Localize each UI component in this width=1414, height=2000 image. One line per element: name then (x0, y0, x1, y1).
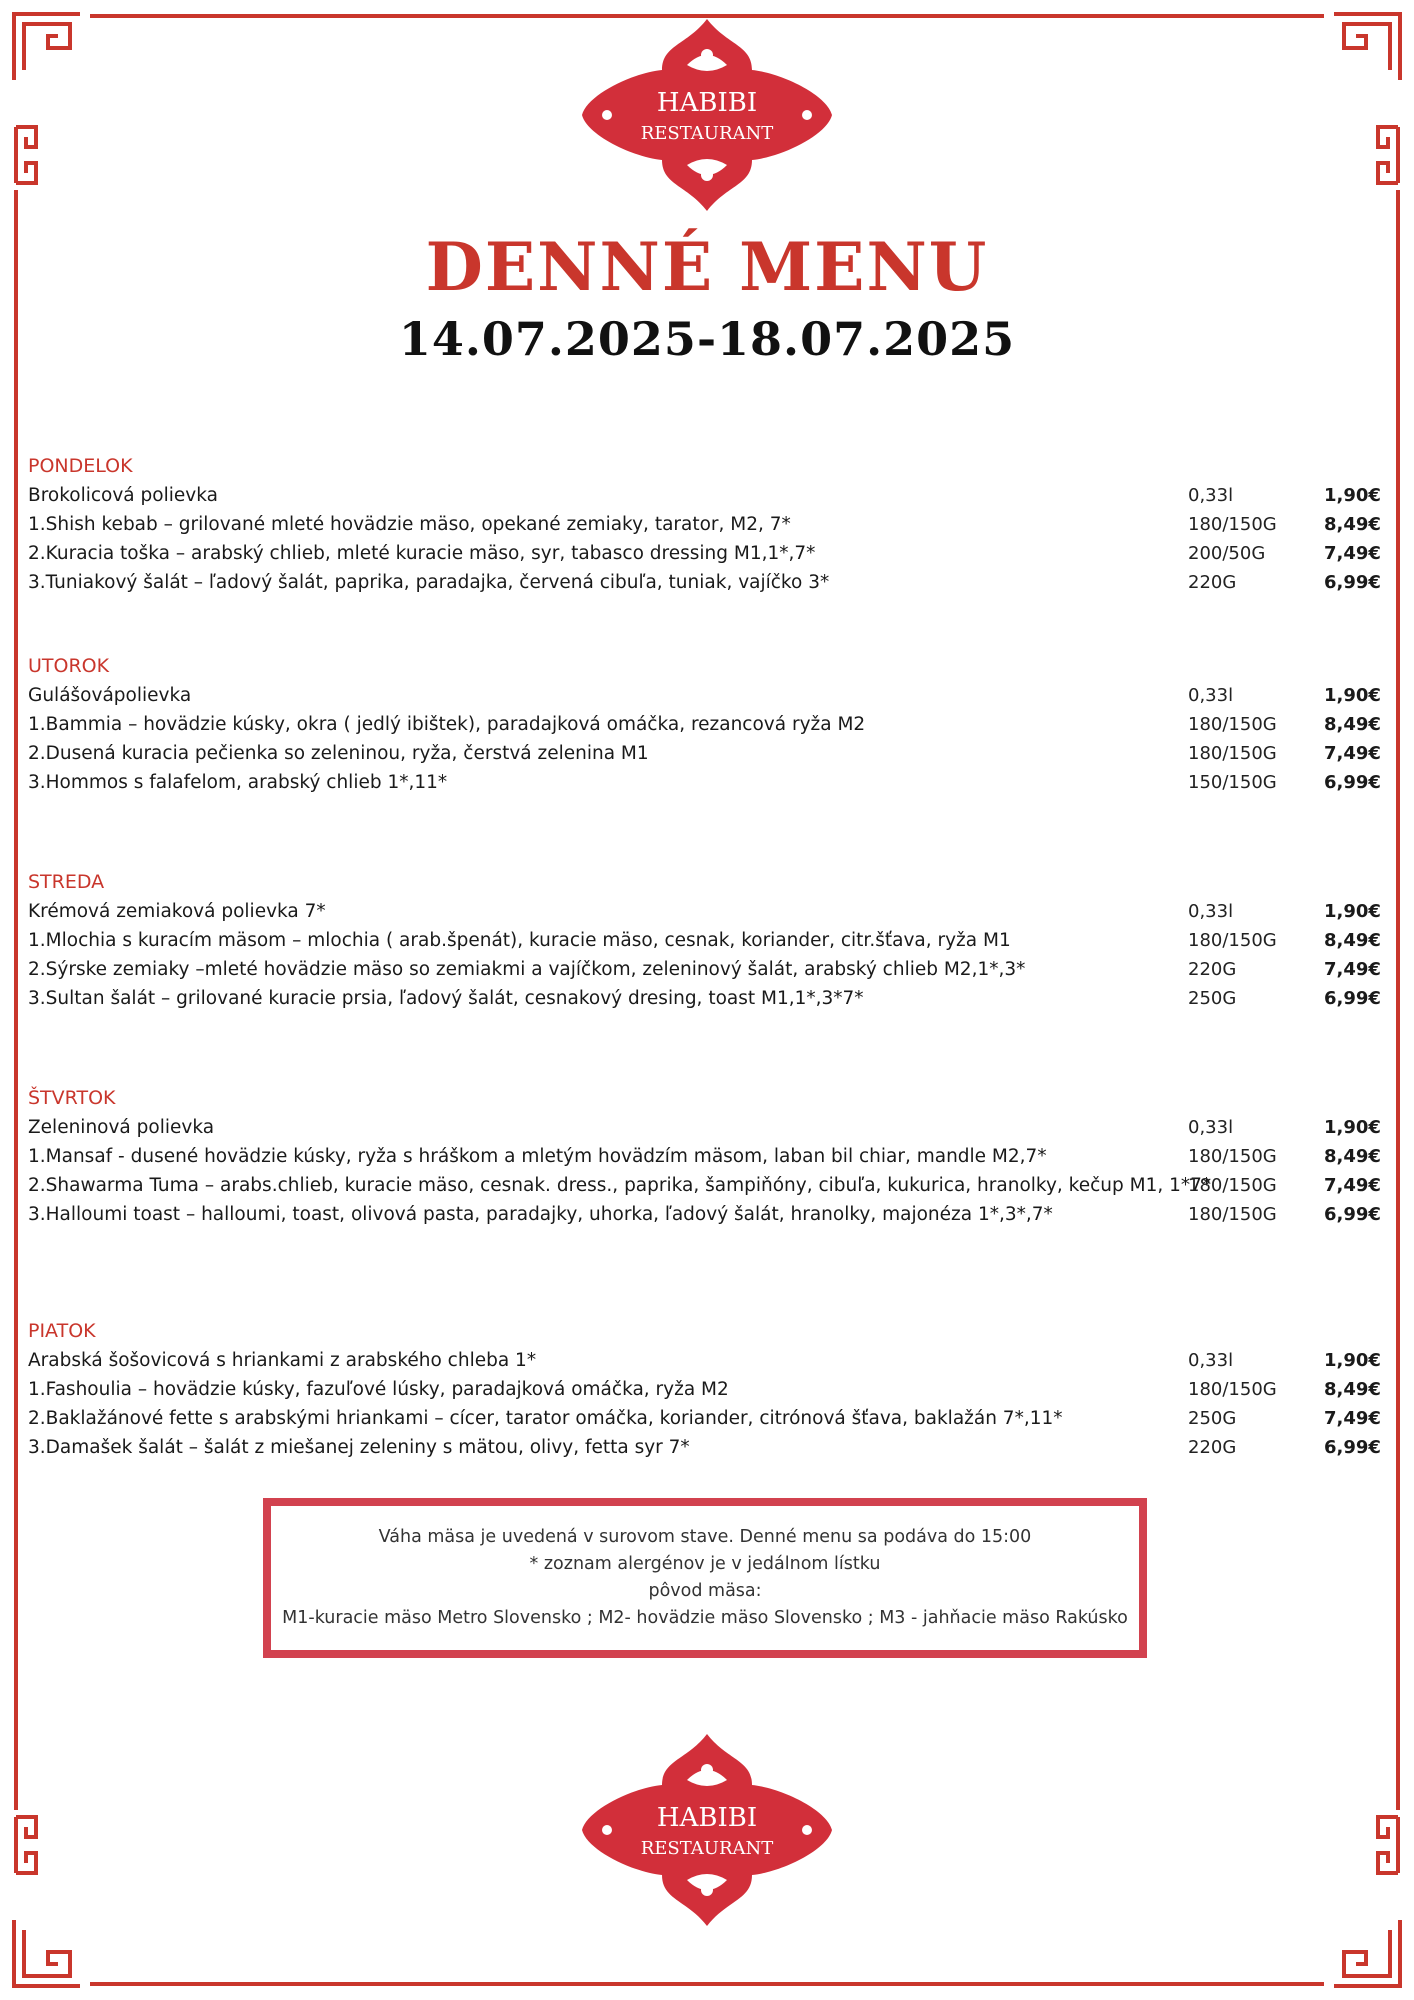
note-line-origin-heading: pôvod mäsa: (648, 1581, 762, 1601)
price: 7,49€ (1324, 959, 1381, 980)
menu-item-row (28, 739, 1388, 768)
portion-size: 0,33l (1188, 485, 1234, 506)
price: 6,99€ (1324, 572, 1381, 593)
logo-name-line2: RESTAURANT (640, 1838, 774, 1859)
price: 1,90€ (1324, 685, 1381, 706)
price: 8,49€ (1324, 714, 1381, 735)
frame-right-line (1396, 190, 1400, 1810)
menu-item-row (28, 1142, 1388, 1171)
menu-item-row (28, 1346, 1388, 1375)
dish-name: 1.Fashoulia – hovädzie kúsky, fazuľové lúsky, paradajková omáčka, ryža M2 (28, 1379, 729, 1400)
dish-name: 3.Sultan šalát – grilované kuracie prsia, ľadový šalát, cesnakový dresing, toast M1,1*,3*7* (28, 988, 864, 1009)
dish-name: 2.Sýrske zemiaky –mleté hovädzie mäso so zemiakmi a vajíčkom, zeleninový šalát, arabský chlieb M2,1*,3* (28, 959, 1026, 980)
corner-ornament-bottom-left-icon (12, 1918, 82, 1988)
dish-name: 2.Baklažánové fette s arabskými hriankami – cícer, tarator omáčka, koriander, citrónová šťava, baklažán 7*,11* (28, 1408, 1063, 1429)
dish-name: 2.Kuracia toška – arabský chlieb, mleté kuracie mäso, syr, tabasco dressing M1,1*,7* (28, 543, 816, 564)
day-section (28, 452, 1388, 597)
day-section (28, 1084, 1388, 1229)
menu-item-row (28, 897, 1388, 926)
price: 1,90€ (1324, 901, 1381, 922)
dish-name: Krémová zemiaková polievka 7* (28, 901, 326, 922)
portion-size: 200/50G (1188, 543, 1266, 564)
dish-name: 2.Dusená kuracia pečienka so zeleninou, ryža, čerstvá zelenina M1 (28, 743, 649, 764)
portion-size: 180/150G (1188, 743, 1277, 764)
day-name: UTOROK (28, 655, 110, 677)
portion-size: 220G (1188, 572, 1237, 593)
menu-item-row (28, 1171, 1388, 1200)
menu-item-row (28, 1433, 1388, 1462)
side-ornament-right-bottom-icon (1360, 1815, 1400, 1875)
corner-ornament-top-left-icon (12, 12, 82, 82)
portion-size: 180/150G (1188, 1175, 1277, 1196)
dish-name: 1.Mlochia s kuracím mäsom – mlochia ( arab.špenát), kuracie mäso, cesnak, koriander, citr.šťava, ryža M1 (28, 930, 1011, 951)
menu-item-row (28, 1375, 1388, 1404)
price: 8,49€ (1324, 1379, 1381, 1400)
dish-name: 1.Shish kebab – grilované mleté hovädzie mäso, opekané zemiaky, tarator, M2, 7* (28, 514, 791, 535)
portion-size: 180/150G (1188, 1204, 1277, 1225)
restaurant-logo-bottom (577, 1730, 837, 1930)
portion-size: 180/150G (1188, 1146, 1277, 1167)
frame-bottom-line (90, 1982, 1324, 1986)
dish-name: Gulášovápolievka (28, 685, 192, 706)
menu-item-row (28, 1404, 1388, 1433)
price: 8,49€ (1324, 1146, 1381, 1167)
price: 6,99€ (1324, 1204, 1381, 1225)
day-section (28, 652, 1388, 797)
dish-name: 3.Hommos s falafelom, arabský chlieb 1*,11* (28, 772, 448, 793)
menu-item-row (28, 984, 1388, 1013)
price: 7,49€ (1324, 543, 1381, 564)
menu-item-row (28, 568, 1388, 597)
price: 1,90€ (1324, 485, 1381, 506)
portion-size: 0,33l (1188, 901, 1234, 922)
portion-size: 0,33l (1188, 685, 1234, 706)
note-line-allergens: * zoznam alergénov je v jedálnom lístku (529, 1554, 881, 1574)
corner-ornament-bottom-right-icon (1332, 1918, 1402, 1988)
note-line-weight: Váha mäsa je uvedená v surovom stave. Denné menu sa podáva do 15:00 (378, 1527, 1032, 1547)
portion-size: 150/150G (1188, 772, 1277, 793)
frame-left-line (14, 190, 18, 1810)
dish-name: 1.Mansaf - dusené hovädzie kúsky, ryža s hráškom a mletým hovädzím mäsom, laban bil chiar, mandle M2,7* (28, 1146, 1047, 1167)
day-section (28, 1317, 1388, 1462)
price: 7,49€ (1324, 1408, 1381, 1429)
dish-name: 1.Bammia – hovädzie kúsky, okra ( jedlý ibištek), paradajková omáčka, rezancová ryža M2 (28, 714, 866, 735)
logo-name-line1: HABIBI (656, 88, 758, 118)
price: 6,99€ (1324, 988, 1381, 1009)
portion-size: 0,33l (1188, 1350, 1234, 1371)
logo-name-line2: RESTAURANT (640, 123, 774, 144)
menu-item-row (28, 681, 1388, 710)
day-name: PIATOK (28, 1320, 96, 1342)
dish-name: 3.Tuniakový šalát – ľadový šalát, paprika, paradajka, červená cibuľa, tuniak, vajíčko 3* (28, 572, 830, 593)
menu-item-row (28, 955, 1388, 984)
logo-name-line1: HABIBI (656, 1803, 758, 1833)
price: 6,99€ (1324, 772, 1381, 793)
day-name: PONDELOK (28, 455, 133, 477)
dish-name: Arabská šošovicová s hriankami z arabského chleba 1* (28, 1350, 537, 1371)
menu-item-row (28, 481, 1388, 510)
menu-item-row (28, 710, 1388, 739)
portion-size: 220G (1188, 959, 1237, 980)
price: 7,49€ (1324, 1175, 1381, 1196)
menu-item-row (28, 1113, 1388, 1142)
side-ornament-right-top-icon (1360, 125, 1400, 185)
dish-name: Brokolicová polievka (28, 485, 218, 506)
corner-ornament-top-right-icon (1332, 12, 1402, 82)
price: 1,90€ (1324, 1350, 1381, 1371)
portion-size: 180/150G (1188, 930, 1277, 951)
menu-item-row (28, 926, 1388, 955)
price: 1,90€ (1324, 1117, 1381, 1138)
portion-size: 250G (1188, 1408, 1237, 1429)
dish-name: Zeleninová polievka (28, 1117, 215, 1138)
menu-item-row (28, 539, 1388, 568)
price: 7,49€ (1324, 743, 1381, 764)
dish-name: 3.Halloumi toast – halloumi, toast, olivová pasta, paradajky, uhorka, ľadový šalát, hranolky, majonéza 1*,3*,7* (28, 1204, 1053, 1225)
side-ornament-left-bottom-icon (14, 1815, 54, 1875)
info-note-box (263, 1498, 1147, 1658)
day-name: STREDA (28, 871, 105, 893)
restaurant-logo-top (577, 15, 837, 215)
price: 6,99€ (1324, 1437, 1381, 1458)
dish-name: 2.Shawarma Tuma – arabs.chlieb, kuracie mäso, cesnak. dress., paprika, šampiňóny, cibuľa, kukurica, hranolky, kečup M1, 1*7* (28, 1175, 1212, 1196)
date-range: 14.07.2025-18.07.2025 (398, 312, 1016, 366)
page-title: DENNÉ MENU (425, 228, 989, 306)
portion-size: 0,33l (1188, 1117, 1234, 1138)
menu-item-row (28, 1200, 1388, 1229)
note-line-origin: M1-kuracie mäso Metro Slovensko ; M2- hovädzie mäso Slovensko ; M3 - jahňacie mäso Rakúsko (282, 1608, 1128, 1628)
portion-size: 180/150G (1188, 714, 1277, 735)
portion-size: 220G (1188, 1437, 1237, 1458)
price: 8,49€ (1324, 514, 1381, 535)
day-name: ŠTVRTOK (28, 1087, 116, 1109)
dish-name: 3.Damašek šalát – šalát z miešanej zeleniny s mätou, olivy, fetta syr 7* (28, 1437, 690, 1458)
portion-size: 250G (1188, 988, 1237, 1009)
menu-item-row (28, 510, 1388, 539)
day-section (28, 868, 1388, 1013)
menu-item-row (28, 768, 1388, 797)
portion-size: 180/150G (1188, 514, 1277, 535)
portion-size: 180/150G (1188, 1379, 1277, 1400)
price: 8,49€ (1324, 930, 1381, 951)
side-ornament-left-top-icon (14, 125, 54, 185)
